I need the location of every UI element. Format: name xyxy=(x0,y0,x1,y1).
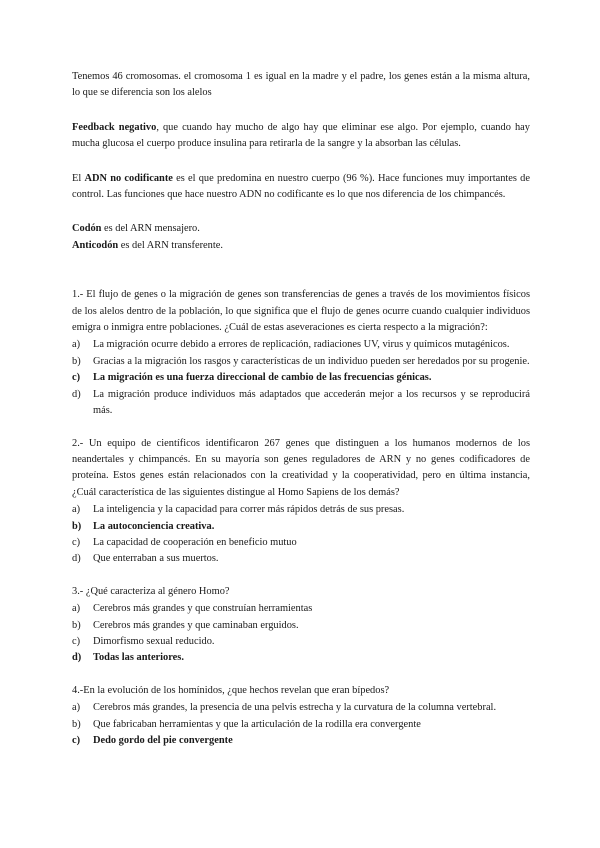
option-a xyxy=(72,601,530,617)
question-2 xyxy=(72,436,530,568)
option-label: b) xyxy=(72,520,82,532)
question-text: 3.- ¿Qué caracteriza al género Homo? xyxy=(72,585,230,597)
option-a xyxy=(72,337,530,353)
options-list xyxy=(72,502,530,568)
feedback-definition: , que cuando hay mucho de algo hay que eliminar ese algo. Por ejemplo, cuando hay mucha glucosa el cuerpo produce insulina para retirarla de la sangre y la absorban las células. xyxy=(72,121,530,150)
option-text: La migración ocurre debido a errores de replicación, radiaciones UV, virus y químicos mutagénicos. xyxy=(93,339,510,351)
option-text: Cerebros más grandes y que construían herramientas xyxy=(93,603,313,615)
option-label: a) xyxy=(72,603,81,615)
option-label: c) xyxy=(72,735,81,746)
intro-paragraph-adn xyxy=(72,171,530,204)
codon-definition: es del ARN mensajero. xyxy=(101,223,200,235)
option-label: d) xyxy=(72,388,81,400)
question-text: 1.- El flujo de genes o la migración de genes son transferencias de genes a través de los movimientos físicos de los alelos dentro de la población, lo que significa que el flujo de genes ocurre cuando cualquier individuos emigra o inmigra entre poblaciones. ¿Cuál de estas aseveraciones es cierta respecto a la migración?: xyxy=(72,289,530,334)
option-text: Cerebros más grandes y que caminaban erguidos. xyxy=(93,619,299,631)
option-b-correct xyxy=(72,519,530,535)
section-spacer xyxy=(72,254,530,287)
option-label: c) xyxy=(72,536,81,548)
adn-definition: es el que predomina en nuestro cuerpo (96 %). Hace funciones muy importantes de control. Las funciones que hace nuestro ADN no codificante es lo que nos diferencia de los chimpancés. xyxy=(72,172,530,201)
adn-prefix: El xyxy=(72,172,85,184)
option-label: a) xyxy=(72,702,81,714)
option-label: a) xyxy=(72,504,81,516)
option-a xyxy=(72,502,530,518)
options-list xyxy=(72,601,530,667)
option-text: Que enterraban a sus muertos. xyxy=(93,553,219,565)
option-text: Que fabricaban herramientas y que la articulación de la rodilla era convergente xyxy=(93,718,421,730)
option-label: b) xyxy=(72,355,81,367)
question-text: 2.- Un equipo de científicos identificaron 267 genes que distinguen a los humanos modernos de los neandertales y chimpancés. En su mayoría son genes reguladores de ARN y no genes codificadores de proteína. Estos genes están relacionados con la creatividad y la cooperatividad, pero en última instancia, ¿Cuál característica de las siguientes distingue al Homo Sapiens de los demás? xyxy=(72,437,530,498)
option-label: d) xyxy=(72,553,81,565)
option-label: b) xyxy=(72,619,81,631)
anticodon-definition: es del ARN transferente. xyxy=(118,239,223,251)
option-b xyxy=(72,618,530,634)
option-label: a) xyxy=(72,339,81,351)
intro-paragraph-feedback xyxy=(72,120,530,153)
option-text: Gracias a la migración los rasgos y características de un individuo pueden ser heredados por su progenie. xyxy=(93,355,530,367)
option-a xyxy=(72,700,530,716)
option-b xyxy=(72,717,530,733)
question-3 xyxy=(72,584,530,667)
option-d-correct xyxy=(72,650,530,666)
question-text: 4.-En la evolución de los homínidos, ¿que hechos revelan que eran bípedos? xyxy=(72,684,390,696)
option-text: La inteligencia y la capacidad para correr más rápidos detrás de sus presas. xyxy=(93,504,405,516)
option-c xyxy=(72,535,530,551)
document-page xyxy=(72,69,530,765)
option-text: La capacidad de cooperación en beneficio mutuo xyxy=(93,536,297,548)
intro-paragraph-chromosomes: Tenemos 46 cromosomas. el cromosoma 1 es igual en la madre y el padre, los genes están a la misma altura, lo que se diferencia son los alelos xyxy=(72,71,530,99)
anticodon-line xyxy=(72,238,530,254)
option-text: Todas las anteriores. xyxy=(93,652,184,664)
option-c xyxy=(72,634,530,650)
option-label: d) xyxy=(72,652,82,664)
codon-line xyxy=(72,221,530,237)
option-text: La autoconciencia creativa. xyxy=(93,520,215,532)
option-text: Dimorfismo sexual reducido. xyxy=(93,635,215,647)
option-text: La migración produce individuos más adaptados que accederán mejor a los recursos y se reproducirá más. xyxy=(93,388,530,417)
option-d xyxy=(72,551,530,567)
options-list xyxy=(72,700,530,749)
term-feedback-negativo: Feedback negativo xyxy=(72,121,157,133)
question-4 xyxy=(72,683,530,750)
term-anticodon: Anticodón xyxy=(72,239,119,251)
option-c-correct xyxy=(72,733,530,749)
option-text: La migración es una fuerza direccional de cambio de las frecuencias génicas. xyxy=(93,372,432,384)
option-text: Cerebros más grandes, la presencia de una pelvis estrecha y la curvatura de la columna vertebral. xyxy=(93,702,497,714)
options-list xyxy=(72,337,530,419)
option-c-correct xyxy=(72,370,530,386)
term-codon: Codón xyxy=(72,223,102,235)
question-1 xyxy=(72,287,530,419)
term-adn-no-codificante: ADN no codificante xyxy=(84,172,173,184)
option-label: b) xyxy=(72,718,81,730)
option-label: c) xyxy=(72,635,81,647)
option-label: c) xyxy=(72,372,81,384)
option-d xyxy=(72,387,530,420)
option-text: Dedo gordo del pie convergente xyxy=(93,735,233,746)
option-b xyxy=(72,354,530,370)
